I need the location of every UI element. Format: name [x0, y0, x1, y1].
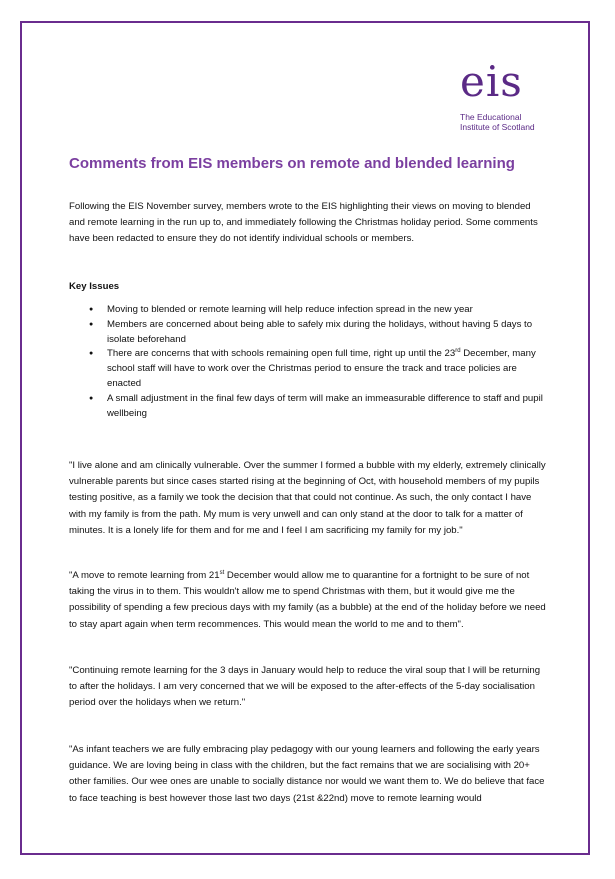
key-issues-heading: Key Issues — [69, 281, 120, 292]
key-issue-item: ● Moving to blended or remote learning will help reduce infection spread in the new year — [69, 303, 547, 318]
document-title: Comments from EIS members on remote and blended learning — [69, 155, 515, 172]
member-quote: "I live alone and am clinically vulnerable. Over the summer I formed a bubble with my elderly, extremely clinically vulnerable parents but since cases started rising at the beginning of Oct, with household members of my pupils testing positive, as a family we took the decision that that could not continue. As such, the only contact I have with my family is from the path. My mum is very unwell and can only stand at the door to talk for a matter of minutes. It is a lonely life for them and for me and I feel I am sacrificing my family for my job." — [69, 460, 546, 536]
logo-line-1: The Educational — [460, 112, 522, 122]
member-quote: "A move to remote learning from 21st December would allow me to quarantine for a fortnight to be sure of not taking the virus in to them. This wouldn't allow me to spend Christmas with them, but it would give me the possibility of spending a few precious days with my family (as a bubble) at the end of the holiday before we need to stay apart again when term recommences. This would mean the world to me and to them". — [69, 569, 546, 630]
key-issue-item: ● There are concerns that with schools remaining open full time, right up until the 23rd December, many school staff will have to work over the Christmas period to ensure the track and trace policies are enacted — [69, 347, 547, 391]
member-quote: "As infant teachers we are fully embracing play pedagogy with our young learners and following the early years guidance. We are loving being in class with the children, but the fact remains that we are socialising with 20+ other families. Our wee ones are unable to socially distance nor would we want them to. We do believe that face to face teaching is best however those last two days (21st &22nd) move to remote learning would — [69, 744, 545, 804]
member-quote: "Continuing remote learning for the 3 days in January would help to reduce the viral soup that I will be returning to after the holidays. I am very concerned that we will be exposed to the after-effects of the 5-day socialisation period over the holidays when we return." — [69, 665, 541, 709]
logo-mark: eis — [460, 57, 523, 106]
key-issues-list — [69, 303, 547, 421]
intro-paragraph: Following the EIS November survey, members wrote to the EIS highlighting their views on moving to blended and remote learning in the run up to, and immediately following the Christmas holiday period. Some comments have been redacted to ensure they do not identify individual schools or members. — [69, 201, 538, 245]
page-border — [20, 21, 590, 855]
logo-line-2: Institute of Scotland — [460, 122, 535, 132]
key-issue-item: ● A small adjustment in the final few days of term will make an immeasurable difference to staff and pupil wellbeing — [69, 392, 547, 422]
eis-logo — [460, 57, 560, 132]
key-issue-item: ● Members are concerned about being able to safely mix during the holidays, without having 5 days to isolate beforehand — [69, 318, 547, 348]
